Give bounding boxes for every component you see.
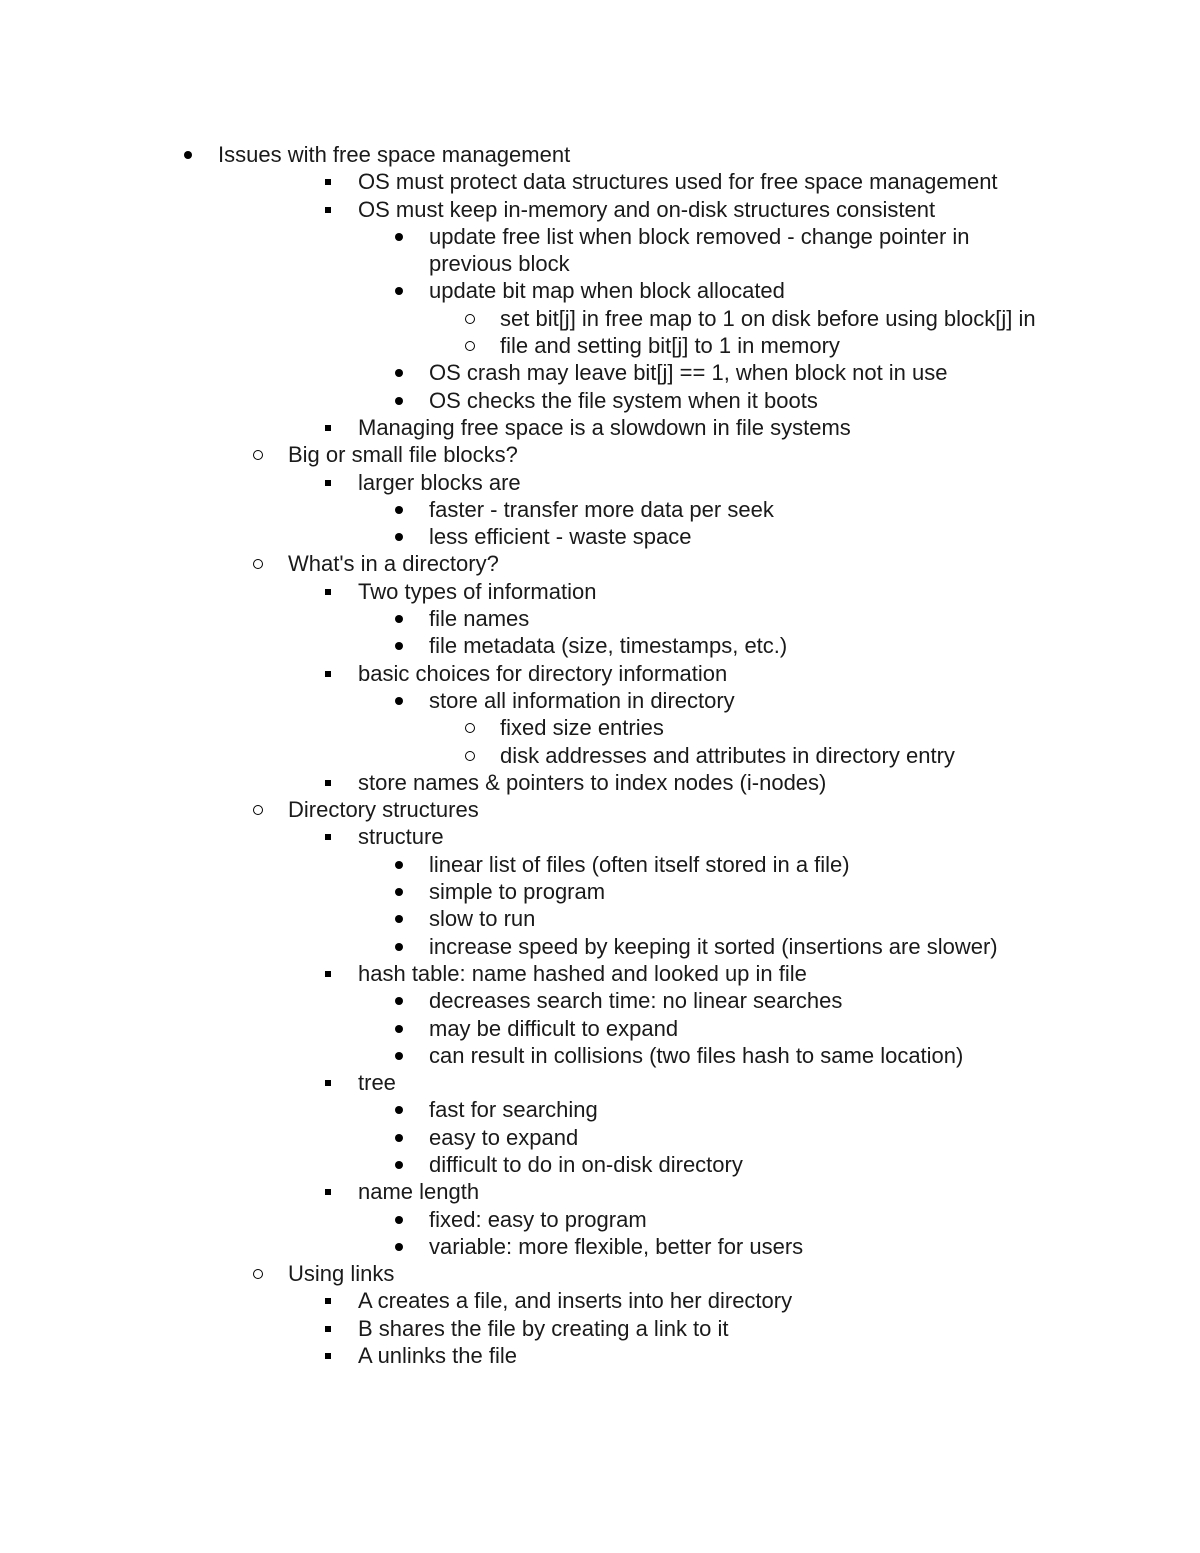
item-text: OS crash may leave bit[j] == 1, when block not in use xyxy=(429,360,948,386)
disc-bullet-icon xyxy=(392,359,412,386)
disc-bullet-icon xyxy=(392,1206,412,1233)
item-text: OS must protect data structures used for free space management xyxy=(358,169,998,195)
circle-bullet-icon xyxy=(463,714,483,741)
square-bullet-icon xyxy=(322,1342,342,1369)
disc-bullet-icon xyxy=(392,1151,412,1178)
disc-bullet-icon xyxy=(392,223,412,250)
outline-item xyxy=(0,1178,1200,1205)
disc-bullet-icon xyxy=(392,277,412,304)
disc-bullet-icon xyxy=(392,905,412,932)
outline-item xyxy=(0,1233,1200,1260)
outline-item xyxy=(0,441,1200,468)
outline-item xyxy=(0,823,1200,850)
disc-bullet-icon xyxy=(181,141,201,168)
disc-bullet-icon xyxy=(392,851,412,878)
outline-item xyxy=(0,223,1029,278)
circle-bullet-icon xyxy=(251,796,271,823)
outline-item xyxy=(0,632,1200,659)
outline-item xyxy=(0,1015,1200,1042)
item-text: file metadata (size, timestamps, etc.) xyxy=(429,633,788,659)
outline-item xyxy=(0,714,1200,741)
disc-bullet-icon xyxy=(392,605,412,632)
item-text: may be difficult to expand xyxy=(429,1015,679,1041)
item-text: variable: more flexible, better for users xyxy=(429,1233,804,1259)
circle-bullet-icon xyxy=(251,550,271,577)
outline-item xyxy=(0,305,1060,332)
outline-item xyxy=(0,469,1200,496)
item-text: fast for searching xyxy=(429,1097,598,1123)
item-text: store all information in directory xyxy=(429,687,735,713)
outline-item xyxy=(0,550,1200,577)
outline-item xyxy=(0,796,1200,823)
disc-bullet-icon xyxy=(392,1042,412,1069)
item-text: store names & pointers to index nodes (i-nodes) xyxy=(358,769,827,795)
item-text: OS must keep in-memory and on-disk structures consistent xyxy=(358,196,936,222)
square-bullet-icon xyxy=(322,1315,342,1342)
outline-item xyxy=(0,387,1200,414)
item-text: update free list when block removed - change pointer in previous block xyxy=(429,223,970,277)
disc-bullet-icon xyxy=(392,933,412,960)
square-bullet-icon xyxy=(322,769,342,796)
square-bullet-icon xyxy=(322,1069,342,1096)
square-bullet-icon xyxy=(322,960,342,987)
item-text: Issues with free space management xyxy=(218,142,571,167)
outline-item xyxy=(0,769,1200,796)
item-text: B shares the file by creating a link to it xyxy=(358,1315,729,1341)
outline-item xyxy=(0,905,1200,932)
disc-bullet-icon xyxy=(392,632,412,659)
item-text: less efficient - waste space xyxy=(429,524,692,550)
item-text: slow to run xyxy=(429,906,536,932)
outline-item xyxy=(0,960,1200,987)
item-text: Directory structures xyxy=(288,797,479,823)
square-bullet-icon xyxy=(322,1178,342,1205)
item-text: Two types of information xyxy=(358,578,597,604)
outline-item xyxy=(0,605,1200,632)
outline-item xyxy=(0,1315,1200,1342)
outline-item xyxy=(0,1124,1200,1151)
outline-item xyxy=(0,1042,1200,1069)
square-bullet-icon xyxy=(322,196,342,223)
circle-bullet-icon xyxy=(463,742,483,769)
outline-item xyxy=(0,660,1200,687)
outline-item xyxy=(0,168,1200,195)
item-text: OS checks the file system when it boots xyxy=(429,387,818,413)
disc-bullet-icon xyxy=(392,1096,412,1123)
disc-bullet-icon xyxy=(392,687,412,714)
item-text: Managing free space is a slowdown in file systems xyxy=(358,414,851,440)
outline-item xyxy=(0,1287,1200,1314)
item-text: linear list of files (often itself stored in a file) xyxy=(429,851,850,877)
outline-item xyxy=(0,687,1200,714)
item-text: Big or small file blocks? xyxy=(288,442,518,468)
disc-bullet-icon xyxy=(392,1233,412,1260)
outline-item xyxy=(0,196,1200,223)
item-text: file and setting bit[j] to 1 in memory xyxy=(500,333,840,359)
disc-bullet-icon xyxy=(392,523,412,550)
outline-item xyxy=(0,496,1200,523)
item-text: A unlinks the file xyxy=(358,1343,517,1369)
bullet-outline xyxy=(0,141,1200,1369)
outline-item xyxy=(0,141,1200,168)
item-text: tree xyxy=(358,1070,396,1096)
item-text: A creates a file, and inserts into her directory xyxy=(358,1288,793,1314)
circle-bullet-icon xyxy=(251,1260,271,1287)
item-text: file names xyxy=(429,606,530,632)
item-text: fixed size entries xyxy=(500,715,664,741)
outline-item xyxy=(0,1260,1200,1287)
item-text: Using links xyxy=(288,1261,395,1287)
outline-item xyxy=(0,1206,1200,1233)
item-text: faster - transfer more data per seek xyxy=(429,496,774,522)
outline-item xyxy=(0,523,1200,550)
item-text: increase speed by keeping it sorted (insertions are slower) xyxy=(429,933,998,959)
outline-item xyxy=(0,277,1200,304)
outline-item xyxy=(0,1069,1200,1096)
item-text: larger blocks are xyxy=(358,469,521,495)
outline-item xyxy=(0,1342,1200,1369)
circle-bullet-icon xyxy=(251,441,271,468)
square-bullet-icon xyxy=(322,578,342,605)
disc-bullet-icon xyxy=(392,878,412,905)
item-text: name length xyxy=(358,1179,480,1205)
square-bullet-icon xyxy=(322,1287,342,1314)
square-bullet-icon xyxy=(322,414,342,441)
disc-bullet-icon xyxy=(392,1015,412,1042)
outline-item xyxy=(0,578,1200,605)
disc-bullet-icon xyxy=(392,387,412,414)
outline-item xyxy=(0,851,1200,878)
item-text: What's in a directory? xyxy=(288,551,499,577)
square-bullet-icon xyxy=(322,823,342,850)
item-text: fixed: easy to program xyxy=(429,1206,647,1232)
outline-item xyxy=(0,742,1200,769)
item-text: decreases search time: no linear searches xyxy=(429,988,843,1014)
square-bullet-icon xyxy=(322,660,342,687)
item-text: hash table: name hashed and looked up in file xyxy=(358,960,807,986)
disc-bullet-icon xyxy=(392,987,412,1014)
item-text: difficult to do in on-disk directory xyxy=(429,1151,743,1177)
disc-bullet-icon xyxy=(392,496,412,523)
disc-bullet-icon xyxy=(392,1124,412,1151)
item-text: basic choices for directory information xyxy=(358,660,728,686)
outline-item xyxy=(0,878,1200,905)
item-text: easy to expand xyxy=(429,1124,579,1150)
outline-item xyxy=(0,332,1200,359)
item-text: simple to program xyxy=(429,879,606,905)
outline-item xyxy=(0,933,1200,960)
outline-item xyxy=(0,414,1200,441)
item-text: set bit[j] in free map to 1 on disk before using block[j] in xyxy=(500,305,1036,331)
outline-item xyxy=(0,1096,1200,1123)
item-text: disk addresses and attributes in directory entry xyxy=(500,742,955,768)
circle-bullet-icon xyxy=(463,305,483,332)
outline-item xyxy=(0,987,1200,1014)
item-text: structure xyxy=(358,824,444,850)
outline-item xyxy=(0,359,1200,386)
square-bullet-icon xyxy=(322,469,342,496)
item-text: can result in collisions (two files hash to same location) xyxy=(429,1042,964,1068)
square-bullet-icon xyxy=(322,168,342,195)
item-text: update bit map when block allocated xyxy=(429,278,785,304)
circle-bullet-icon xyxy=(463,332,483,359)
outline-item xyxy=(0,1151,1200,1178)
